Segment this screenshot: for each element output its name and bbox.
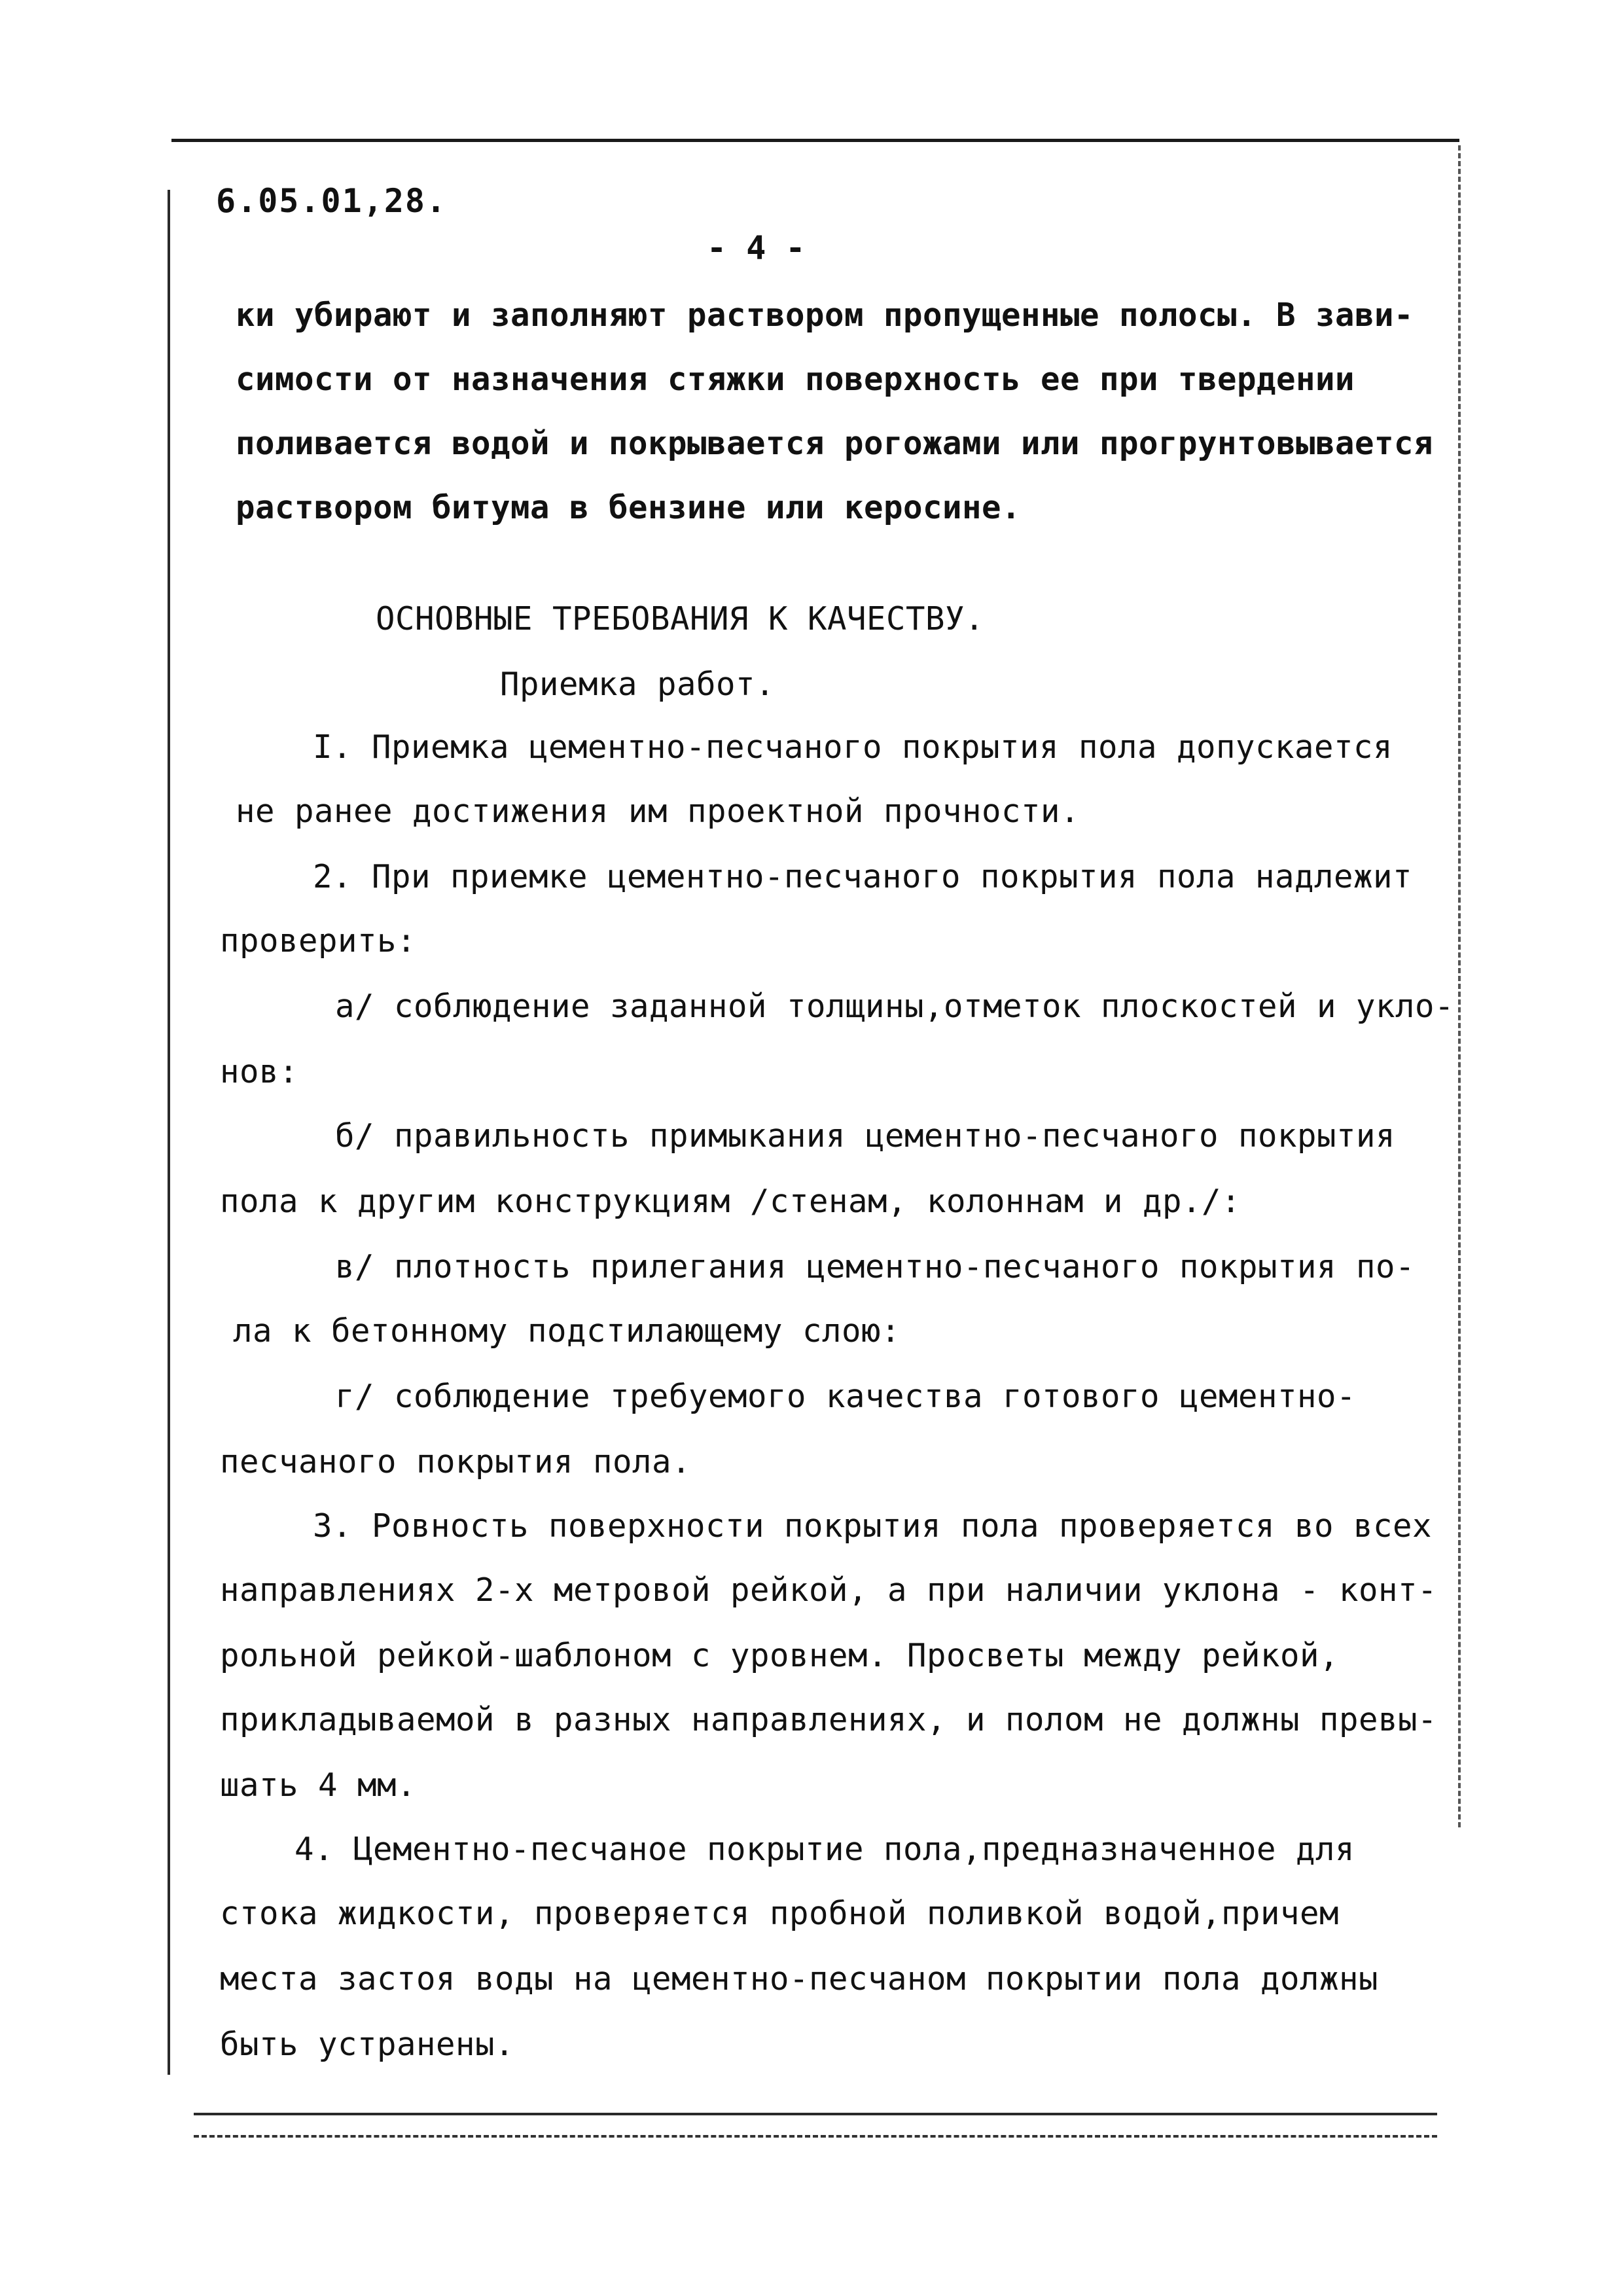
subitem-a-line-1: а/ соблюдение заданной толщины,отметок плоскостей и укло- bbox=[335, 988, 1455, 1025]
frame-bottom-dashed-rule bbox=[194, 2135, 1437, 2138]
subitem-b-line-2: пола к другим конструкциям /стенам, колоннам и др./: bbox=[220, 1183, 1241, 1220]
item-4-line-2: стока жидкости, проверяется пробной поливкой водой,причем bbox=[220, 1895, 1340, 1932]
subitem-g-line-1: г/ соблюдение требуемого качества готового цементно- bbox=[335, 1378, 1357, 1415]
page-number: - 4 - bbox=[707, 229, 806, 267]
section-title: ОСНОВНЫЕ ТРЕБОВАНИЯ К КАЧЕСТВУ. bbox=[376, 600, 985, 637]
item-4-line-4: быть устранены. bbox=[220, 2026, 515, 2063]
item-3-line-4: прикладываемой в разных направлениях, и полом не должны превы- bbox=[220, 1701, 1438, 1738]
item-3-line-1: 3. Ровность поверхности покрытия пола проверяется во всех bbox=[313, 1507, 1433, 1545]
intro-line-1: ки убирают и заполняют раствором пропущенные полосы. В зави- bbox=[236, 296, 1414, 334]
intro-line-4: раствором битума в бензине или керосине. bbox=[236, 489, 1022, 526]
intro-line-3: поливается водой и покрывается рогожами или прогрунтовывается bbox=[236, 425, 1434, 462]
document-code: 6.05.01,28. bbox=[216, 182, 448, 220]
item-1-line-1: I. Приемка цементно-песчаного покрытия пола допускается bbox=[313, 728, 1393, 766]
item-4-line-1: 4. Цементно-песчаное покрытие пола,предназначенное для bbox=[294, 1831, 1355, 1868]
frame-left-rule bbox=[168, 190, 170, 2075]
subitem-b-line-1: б/ правильность примыкания цементно-песчаного покрытия bbox=[335, 1117, 1396, 1155]
subitem-g-line-2: песчаного покрытия пола. bbox=[220, 1443, 692, 1480]
item-4-line-3: места застоя воды на цементно-песчаном покрытии пола должны bbox=[220, 1960, 1379, 1998]
frame-right-rule bbox=[1458, 145, 1461, 1827]
item-2-line-2: проверить: bbox=[220, 922, 417, 960]
item-3-line-3: рольной рейкой-шаблоном с уровнем. Просветы между рейкой, bbox=[220, 1637, 1340, 1674]
subitem-v-line-1: в/ плотность прилегания цементно-песчаного покрытия по- bbox=[335, 1248, 1416, 1285]
subitem-v-line-2: ла к бетонному подстилающему слою: bbox=[233, 1312, 901, 1350]
item-1-line-2: не ранее достижения им проектной прочности. bbox=[236, 793, 1080, 830]
subitem-a-line-2: нов: bbox=[220, 1053, 299, 1090]
item-2-line-1: 2. При приемке цементно-песчаного покрытия пола надлежит bbox=[313, 858, 1413, 895]
section-subtitle: Приемка работ. bbox=[500, 666, 776, 703]
frame-top-rule bbox=[171, 139, 1459, 142]
item-3-line-2: направлениях 2-х метровой рейкой, а при наличии уклона - конт- bbox=[220, 1571, 1438, 1609]
item-3-line-5: шать 4 мм. bbox=[220, 1767, 417, 1804]
frame-bottom-rule bbox=[194, 2113, 1437, 2115]
intro-line-2: симости от назначения стяжки поверхность ее при твердении bbox=[236, 361, 1355, 398]
